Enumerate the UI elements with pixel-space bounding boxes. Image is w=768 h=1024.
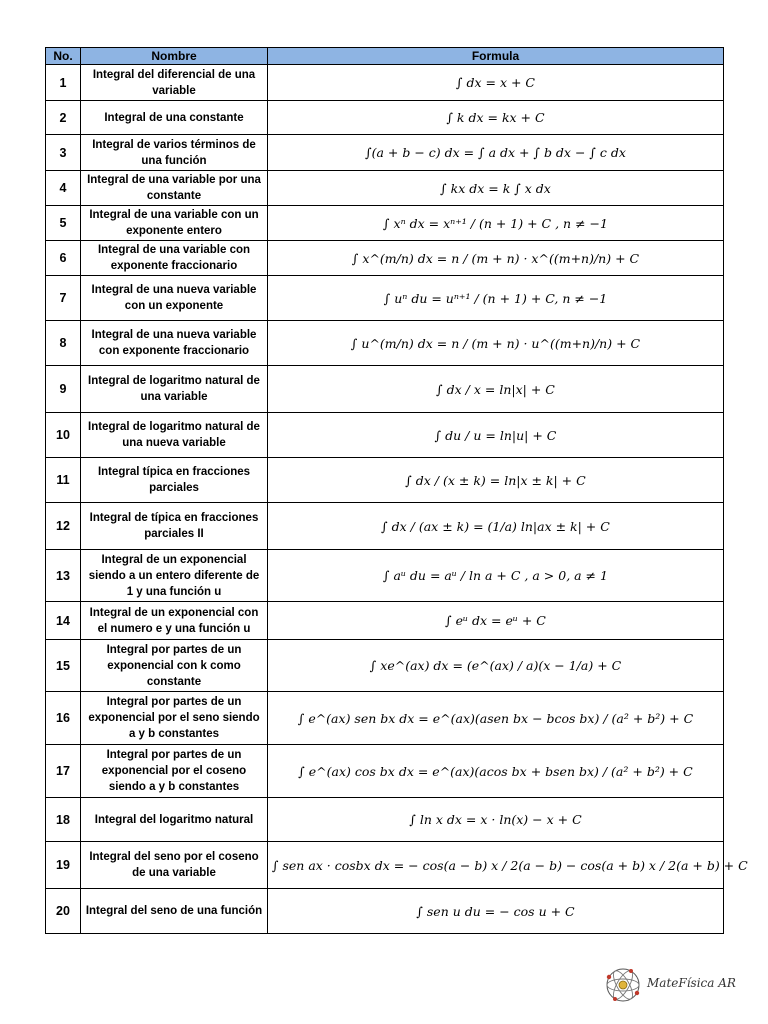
row-name: Integral del diferencial de una variable xyxy=(81,65,268,101)
header-formula: Formula xyxy=(268,48,724,65)
row-name: Integral por partes de un exponencial por el seno siendo a y b constantes xyxy=(81,692,268,745)
row-number: 19 xyxy=(46,842,81,889)
row-name: Integral de un exponencial con el numero e y una función u xyxy=(81,602,268,640)
row-formula: ∫ ln x dx = x · ln(x) − x + C xyxy=(268,798,724,842)
row-number: 2 xyxy=(46,101,81,135)
table-row xyxy=(46,101,724,135)
row-name: Integral de una variable con un exponente entero xyxy=(81,206,268,241)
row-name: Integral de una nueva variable con exponente fraccionario xyxy=(81,321,268,366)
table-row xyxy=(46,798,724,842)
row-number: 6 xyxy=(46,241,81,276)
table-row xyxy=(46,889,724,934)
table-header-row xyxy=(46,48,724,65)
table-row xyxy=(46,503,724,550)
row-name: Integral de típica en fracciones parciales II xyxy=(81,503,268,550)
row-formula: ∫ dx / (ax ± k) = (1/a) ln|ax ± k| + C xyxy=(268,503,724,550)
row-formula: ∫ dx / x = ln|x| + C xyxy=(268,366,724,413)
row-formula: ∫ du / u = ln|u| + C xyxy=(268,413,724,458)
row-formula: ∫ dx / (x ± k) = ln|x ± k| + C xyxy=(268,458,724,503)
row-number: 8 xyxy=(46,321,81,366)
row-number: 3 xyxy=(46,135,81,171)
row-name: Integral del seno por el coseno de una variable xyxy=(81,842,268,889)
table-row xyxy=(46,135,724,171)
row-formula: ∫ aᵘ du = aᵘ / ln a + C , a > 0, a ≠ 1 xyxy=(268,550,724,602)
table-row xyxy=(46,602,724,640)
row-formula: ∫ e^(ax) cos bx dx = e^(ax)(acos bx + bsen bx) / (a² + b²) + C xyxy=(268,745,724,798)
table-row xyxy=(46,842,724,889)
row-formula: ∫ k dx = kx + C xyxy=(268,101,724,135)
row-number: 11 xyxy=(46,458,81,503)
header-no: No. xyxy=(46,48,81,65)
row-name: Integral del seno de una función xyxy=(81,889,268,934)
row-formula: ∫ e^(ax) sen bx dx = e^(ax)(asen bx − bcos bx) / (a² + b²) + C xyxy=(268,692,724,745)
row-formula: ∫ sen ax · cosbx dx = − cos(a − b) x / 2(a − b) − cos(a + b) x / 2(a + b) + C xyxy=(268,842,724,889)
row-number: 17 xyxy=(46,745,81,798)
row-formula: ∫ uⁿ du = uⁿ⁺¹ / (n + 1) + C, n ≠ −1 xyxy=(268,276,724,321)
row-name: Integral de una variable con exponente fraccionario xyxy=(81,241,268,276)
row-number: 16 xyxy=(46,692,81,745)
table-row xyxy=(46,241,724,276)
row-formula: ∫ x^(m/n) dx = n / (m + n) · x^((m+n)/n) + C xyxy=(268,241,724,276)
table-row xyxy=(46,413,724,458)
row-number: 15 xyxy=(46,640,81,692)
integrals-table xyxy=(45,47,748,934)
row-name: Integral por partes de un exponencial por el coseno siendo a y b constantes xyxy=(81,745,268,798)
row-number: 10 xyxy=(46,413,81,458)
brand-logo xyxy=(603,965,736,1005)
row-name: Integral del logaritmo natural xyxy=(81,798,268,842)
row-number: 1 xyxy=(46,65,81,101)
table-row xyxy=(46,745,724,798)
row-formula: ∫ xⁿ dx = xⁿ⁺¹ / (n + 1) + C , n ≠ −1 xyxy=(268,206,724,241)
row-formula: ∫ u^(m/n) dx = n / (m + n) · u^((m+n)/n) + C xyxy=(268,321,724,366)
table-row xyxy=(46,692,724,745)
row-name: Integral por partes de un exponencial con k como constante xyxy=(81,640,268,692)
table-row xyxy=(46,550,724,602)
row-formula: ∫ kx dx = k ∫ x dx xyxy=(268,171,724,206)
row-number: 12 xyxy=(46,503,81,550)
table-row xyxy=(46,640,724,692)
row-name: Integral de logaritmo natural de una nueva variable xyxy=(81,413,268,458)
row-formula: ∫(a + b − c) dx = ∫ a dx + ∫ b dx − ∫ c dx xyxy=(268,135,724,171)
row-formula: ∫ dx = x + C xyxy=(268,65,724,101)
table-row xyxy=(46,276,724,321)
row-formula: ∫ xe^(ax) dx = (e^(ax) / a)(x − 1/a) + C xyxy=(268,640,724,692)
row-name: Integral de una constante xyxy=(81,101,268,135)
table-row xyxy=(46,171,724,206)
row-number: 9 xyxy=(46,366,81,413)
row-number: 13 xyxy=(46,550,81,602)
table-row xyxy=(46,65,724,101)
row-name: Integral de una variable por una constante xyxy=(81,171,268,206)
brand-name: MateFísica AR xyxy=(647,976,736,990)
row-name: Integral de varios términos de una función xyxy=(81,135,268,171)
row-number: 18 xyxy=(46,798,81,842)
row-number: 14 xyxy=(46,602,81,640)
table-row xyxy=(46,206,724,241)
row-name: Integral de una nueva variable con un exponente xyxy=(81,276,268,321)
row-name: Integral típica en fracciones parciales xyxy=(81,458,268,503)
row-number: 7 xyxy=(46,276,81,321)
table-row xyxy=(46,458,724,503)
table-row xyxy=(46,366,724,413)
atom-logo-icon xyxy=(603,965,645,1005)
row-name: Integral de logaritmo natural de una variable xyxy=(81,366,268,413)
row-name: Integral de un exponencial siendo a un entero diferente de 1 y una función u xyxy=(81,550,268,602)
table-row xyxy=(46,321,724,366)
row-formula: ∫ eᵘ dx = eᵘ + C xyxy=(268,602,724,640)
row-number: 4 xyxy=(46,171,81,206)
row-number: 20 xyxy=(46,889,81,934)
row-formula: ∫ sen u du = − cos u + C xyxy=(268,889,724,934)
header-nombre: Nombre xyxy=(81,48,268,65)
row-number: 5 xyxy=(46,206,81,241)
